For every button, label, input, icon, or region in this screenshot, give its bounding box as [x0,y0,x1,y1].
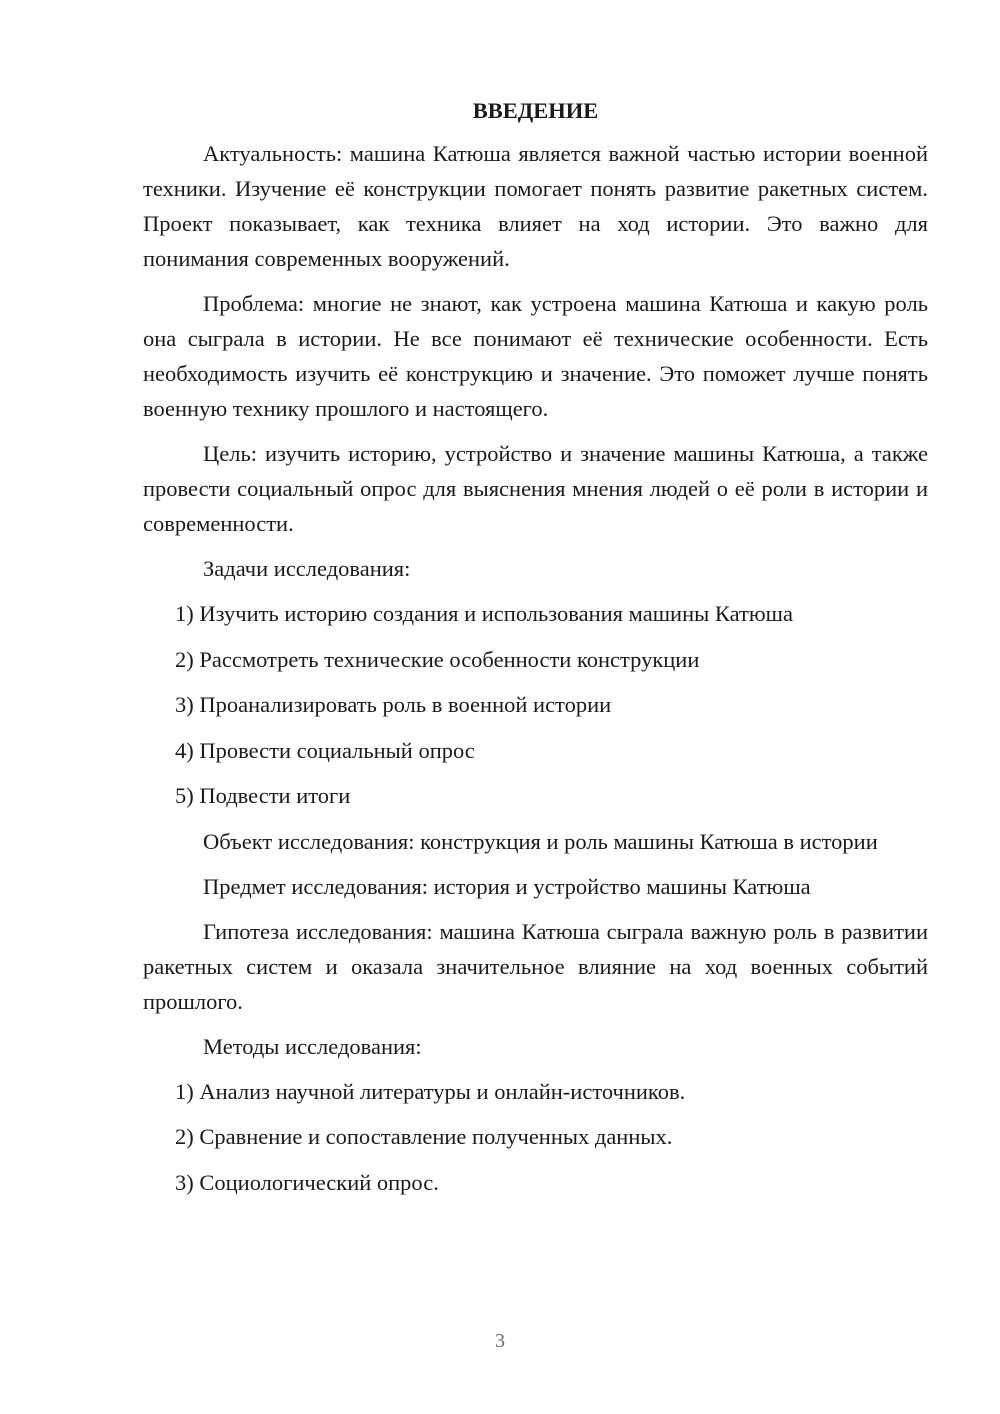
method-item-2: 2) Сравнение и сопоставление полученных данных. [175,1124,673,1149]
page-title: ВВЕДЕНИЕ [472,98,599,123]
tasks-list [143,596,928,813]
task-item-5: 5) Подвести итоги [175,783,351,808]
page-content [143,93,928,1210]
method-item-3: 3) Социологический опрос. [175,1169,439,1195]
method-item-1: 1) Анализ научной литературы и онлайн-источников. [175,1078,686,1104]
task-item-4: 4) Провести социальный опрос [175,737,475,763]
methods-list [143,1074,928,1200]
problem-paragraph: Проблема: многие не знают, как устроена машина Катюша и какую роль она сыграла в истории. Не все понимают её технические особенности. Есть необходимость изучить её конструкцию и значение. Это поможет лучше понять военную технику прошлого и настоящего. [143,291,928,421]
task-item-2: 2) Рассмотреть технические особенности конструкции [175,646,700,672]
methods-heading: Методы исследования: [203,1033,422,1059]
relevance-paragraph: Актуальность: машина Катюша является важной частью истории военной техники. Изучение её конструкции помогает понять развитие ракетных систем. Проект показывает, как техника влияет на ход истории. Это важно для понимания современных вооружений. [143,141,928,271]
task-item-3: 3) Проанализировать роль в военной истории [175,692,612,717]
page-number: 3 [495,1330,505,1352]
tasks-heading: Задачи исследования: [203,556,411,581]
subject-paragraph: Предмет исследования: история и устройство машины Катюша [203,873,811,899]
goal-paragraph: Цель: изучить историю, устройство и значение машины Катюша, а также провести социальный опрос для выяснения мнения людей о её роли в истории и современности. [143,441,928,536]
object-paragraph: Объект исследования: конструкция и роль машины Катюша в истории [203,828,878,854]
task-item-1: 1) Изучить историю создания и использования машины Катюша [175,601,793,626]
hypothesis-paragraph: Гипотеза исследования: машина Катюша сыграла важную роль в развитии ракетных систем и оказала значительное влияние на ход военных событий прошлого. [143,918,928,1014]
